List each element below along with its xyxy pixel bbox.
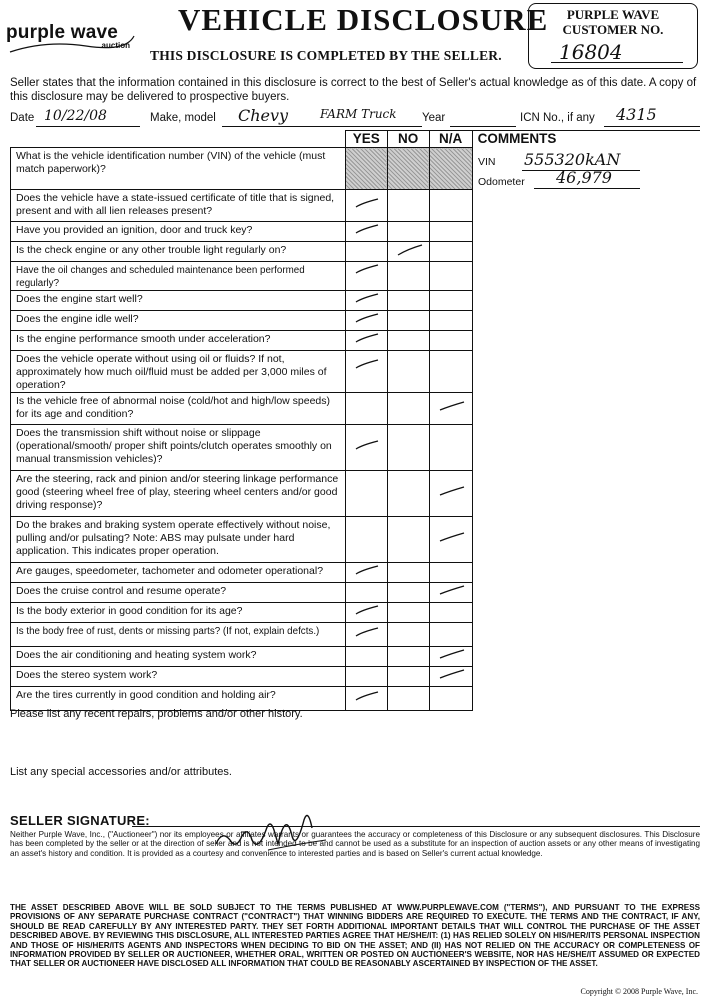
check-mark-icon	[348, 626, 388, 644]
question-row	[11, 311, 701, 331]
answer-cell-na[interactable]	[429, 687, 472, 711]
repairs-area[interactable]	[10, 725, 700, 765]
question-row	[11, 471, 701, 517]
question-row	[11, 262, 701, 291]
comment-cell[interactable]	[472, 647, 700, 667]
question-row	[11, 242, 701, 262]
comment-cell[interactable]	[472, 331, 700, 351]
header-yes: YES	[345, 131, 387, 148]
answer-cell-no[interactable]	[387, 667, 429, 687]
answer-cell-no[interactable]	[387, 311, 429, 331]
question-row	[11, 583, 701, 603]
customer-box-line1: PURPLE WAVE	[566, 7, 660, 22]
answer-cell-na	[429, 148, 472, 190]
question-text: Does the stereo system work?	[11, 667, 346, 687]
answer-cell-na[interactable]	[429, 471, 472, 517]
make-value[interactable]: Chevy	[238, 106, 289, 125]
answer-cell-no	[387, 148, 429, 190]
question-row	[11, 517, 701, 563]
vin-value[interactable]: 555320kAN	[524, 150, 621, 169]
check-mark-icon	[432, 485, 472, 503]
answer-cell-no[interactable]	[387, 471, 429, 517]
answer-cell-na[interactable]	[429, 667, 472, 687]
answer-cell-na[interactable]	[429, 393, 472, 425]
answer-cell-no[interactable]	[387, 351, 429, 393]
answer-cell-no[interactable]	[387, 242, 429, 262]
year-underline	[450, 126, 516, 127]
copyright-text: Copyright © 2008 Purple Wave, Inc.	[580, 987, 698, 996]
check-mark-icon	[348, 439, 388, 457]
header-blank	[11, 131, 346, 148]
repairs-label: Please list any recent repairs, problems and/or other history.	[10, 708, 303, 720]
answer-cell-yes[interactable]	[345, 242, 387, 262]
question-text: Is the check engine or any other trouble light regularly on?	[11, 242, 346, 262]
answer-cell-na[interactable]	[429, 311, 472, 331]
page-subtitle: THIS DISCLOSURE IS COMPLETED BY THE SELLER.	[150, 48, 502, 63]
check-mark-icon	[432, 648, 472, 666]
check-mark-icon	[432, 668, 472, 686]
answer-cell-yes[interactable]	[345, 262, 387, 291]
question-text: Is the vehicle free of abnormal noise (cold/hot and high/low speeds) for its age and condition?	[11, 393, 346, 425]
question-row	[11, 291, 701, 311]
answer-cell-no[interactable]	[387, 583, 429, 603]
icn-label: ICN No., if any	[520, 112, 595, 124]
answer-cell-yes[interactable]	[345, 311, 387, 331]
check-mark-icon	[348, 604, 388, 622]
question-text: What is the vehicle identification number (VIN) of the vehicle (must match paperwork)?	[11, 148, 346, 190]
comment-cell[interactable]	[472, 351, 700, 393]
page-title: VEHICLE DISCLOSURE	[178, 2, 549, 37]
answer-cell-yes[interactable]	[345, 291, 387, 311]
answer-cell-na[interactable]	[429, 222, 472, 242]
accessories-area[interactable]	[10, 782, 700, 810]
header-na: N/A	[429, 131, 472, 148]
answer-cell-no[interactable]	[387, 291, 429, 311]
question-text: Does the air conditioning and heating system work?	[11, 647, 346, 667]
answer-cell-na[interactable]	[429, 262, 472, 291]
answer-cell-yes[interactable]	[345, 222, 387, 242]
answer-cell-yes[interactable]	[345, 623, 387, 647]
question-text: Does the engine idle well?	[11, 311, 346, 331]
date-underline	[36, 126, 140, 127]
header-comments: COMMENTS	[472, 131, 700, 148]
odometer-label: Odometer	[478, 176, 525, 188]
check-mark-icon	[348, 358, 388, 376]
check-mark-icon	[348, 197, 388, 215]
question-row	[11, 393, 701, 425]
comment-cell[interactable]	[472, 687, 700, 711]
answer-cell-na[interactable]	[429, 190, 472, 222]
answer-cell-no[interactable]	[387, 687, 429, 711]
comment-cell[interactable]	[472, 471, 700, 517]
accessories-label: List any special accessories and/or attributes.	[10, 766, 232, 778]
question-text: Have the oil changes and scheduled maintenance been performed regularly?	[11, 262, 346, 291]
question-row	[11, 647, 701, 667]
logo-main-text: purple wave	[6, 22, 119, 43]
comment-cell[interactable]	[472, 517, 700, 563]
answer-cell-na[interactable]	[429, 351, 472, 393]
question-text: Have you provided an ignition, door and truck key?	[11, 222, 346, 242]
answer-cell-yes[interactable]	[345, 351, 387, 393]
question-row	[11, 563, 701, 583]
date-label: Date	[10, 112, 35, 124]
check-mark-icon	[432, 400, 472, 418]
make-model-underline	[222, 126, 422, 127]
odometer-underline	[534, 188, 640, 189]
table-header-row	[11, 131, 701, 148]
check-mark-icon	[348, 690, 388, 708]
answer-cell-no[interactable]	[387, 331, 429, 351]
answer-cell-na[interactable]	[429, 603, 472, 623]
question-text: Is the body exterior in good condition for its age?	[11, 603, 346, 623]
question-text: Does the cruise control and resume operate?	[11, 583, 346, 603]
question-row	[11, 190, 701, 222]
answer-cell-yes[interactable]	[345, 583, 387, 603]
comments-area	[472, 148, 700, 190]
question-text: Are the steering, rack and pinion and/or steering linkage performance good (steering wheel free of play, steering wheel centers and/or good driving response)?	[11, 471, 346, 517]
answer-cell-yes[interactable]	[345, 603, 387, 623]
answer-cell-no[interactable]	[387, 563, 429, 583]
check-mark-icon	[348, 332, 388, 350]
question-text: Does the vehicle operate without using oil or fluids? If not, approximately how much oil/fluid must be added per 3,000 miles of operation?	[11, 351, 346, 393]
answer-cell-yes[interactable]	[345, 667, 387, 687]
comment-cell[interactable]	[472, 425, 700, 471]
check-mark-icon	[348, 312, 388, 330]
answer-cell-na[interactable]	[429, 517, 472, 563]
answer-cell-na[interactable]	[429, 583, 472, 603]
model-value[interactable]: FARM Truck	[320, 107, 397, 121]
check-mark-icon	[348, 292, 388, 310]
comment-cell[interactable]	[472, 262, 700, 291]
question-text: Is the body free of rust, dents or missing parts? (If not, explain defcts.)	[11, 623, 346, 647]
answer-cell-na[interactable]	[429, 242, 472, 262]
odometer-value[interactable]: 46,979	[556, 168, 612, 187]
header-no: NO	[387, 131, 429, 148]
comment-cell[interactable]	[472, 242, 700, 262]
check-mark-icon	[390, 243, 430, 261]
answer-cell-no[interactable]	[387, 190, 429, 222]
year-label: Year	[422, 112, 446, 124]
comment-cell[interactable]	[472, 667, 700, 687]
answer-cell-na[interactable]	[429, 291, 472, 311]
question-text: Is the engine performance smooth under acceleration?	[11, 331, 346, 351]
answer-cell-na[interactable]	[429, 623, 472, 647]
seller-statement: Seller states that the information contained in this disclosure is correct to the best of Seller's actual knowledge as of this date. A copy of this disclosure may be delivered to prospective buyers.	[10, 77, 697, 103]
question-text: Does the engine start well?	[11, 291, 346, 311]
answer-cell-yes[interactable]	[345, 563, 387, 583]
comment-cell[interactable]	[472, 603, 700, 623]
answer-cell-yes[interactable]	[345, 687, 387, 711]
customer-box-line2: CUSTOMER NO.	[562, 22, 664, 37]
question-row	[11, 425, 701, 471]
answer-cell-no[interactable]	[387, 647, 429, 667]
check-mark-icon	[348, 223, 388, 241]
purple-wave-logo	[6, 22, 136, 50]
terms-text: THE ASSET DESCRIBED ABOVE WILL BE SOLD SUBJECT TO THE TERMS PUBLISHED AT WWW.PURPLEWAVE.COM ("TERMS"), AND PURSUANT TO THE EXPRESS PROVISIONS OF ANY SEPARATE PURCHASE CONTRACT ("CONTRACT") THAT WINNING BIDDERS ARE REQUIRED TO EXECUTE. THE TERMS AND THE CONTRACT, IF ANY, SHOULD BE READ CAREFULLY BY ANY INTERESTED PARTY. THEY SET FORTH ADDITIONAL IMPORTANT DETAILS THAT WILL CONTROL THE PURCHASE OF THE ASSET DESCRIBED ABOVE. BY REVIEWING THIS DISCLOSURE, ALL INTERESTED PARTIES AGREE THAT HE/SHE/IT: (1) HAS RELIED SOLELY ON HIS/HER/ITS PERSONAL INSPECTION AND THOSE OF HIS/HER/ITS AGENTS AND INSPECTORS WHEN DECIDING TO BID ON THE ASSET; AND (II) HAS NOT RELIED ON THE ACCURACY OR COMPLETENESS OF INFORMATION PROVIDED BY SELLER OR AUCTIONEER, WHETHER ORAL, WRITTEN OR POSTED ON AUCTIONEER'S WEBSITE, NOR HAS HE/SHE/IT ASSUMED OR EXPECTED THAT SELLER OR AUCTIONEER HAVE DISCLOSED ALL INFORMATION THAT COULD BE REASONABLY ASCERTAINED BY INSPECTION OF THE ASSET.	[10, 903, 700, 969]
answer-cell-no[interactable]	[387, 222, 429, 242]
vin-label: VIN	[478, 156, 496, 168]
check-mark-icon	[348, 564, 388, 582]
comment-cell[interactable]	[472, 623, 700, 647]
questions-body	[11, 148, 701, 711]
vehicle-info-line	[10, 105, 700, 130]
check-mark-icon	[432, 584, 472, 602]
answer-cell-na[interactable]	[429, 425, 472, 471]
seller-signature-label: SELLER SIGNATURE:	[10, 813, 150, 828]
question-row	[11, 623, 701, 647]
question-text: Does the vehicle have a state-issued certificate of title that is signed, present and with all lien releases present?	[11, 190, 346, 222]
disclosure-table	[10, 130, 700, 711]
answer-cell-yes[interactable]	[345, 331, 387, 351]
comment-cell[interactable]	[472, 311, 700, 331]
comment-cell[interactable]	[472, 583, 700, 603]
question-text: Does the transmission shift without noise or slippage (operational/smooth/ proper shift points/clutch operates smoothly on manual transmission vehicles)?	[11, 425, 346, 471]
question-row	[11, 603, 701, 623]
question-row	[11, 667, 701, 687]
make-model-label: Make, model	[150, 112, 216, 124]
question-text: Are gauges, speedometer, tachometer and odometer operational?	[11, 563, 346, 583]
answer-cell-yes[interactable]	[345, 517, 387, 563]
check-mark-icon	[432, 531, 472, 549]
icn-underline	[604, 126, 700, 127]
date-value[interactable]: 10/22/08	[44, 108, 107, 124]
answer-cell-no[interactable]	[387, 623, 429, 647]
customer-number-underline	[551, 62, 683, 63]
answer-cell-yes[interactable]	[345, 425, 387, 471]
check-mark-icon	[348, 263, 388, 281]
question-row	[11, 222, 701, 242]
question-row	[11, 331, 701, 351]
answer-cell-yes[interactable]	[345, 471, 387, 517]
answer-cell-no[interactable]	[387, 603, 429, 623]
answer-cell-no[interactable]	[387, 517, 429, 563]
answer-cell-yes[interactable]	[345, 647, 387, 667]
comment-cell[interactable]	[472, 563, 700, 583]
answer-cell-no[interactable]	[387, 425, 429, 471]
question-text: Do the brakes and braking system operate effectively without noise, pulling and/or pulsating? Note: ABS may pulsate under hard application. This indicates proper operation.	[11, 517, 346, 563]
answer-cell-na[interactable]	[429, 563, 472, 583]
customer-number-box	[528, 3, 698, 69]
answer-cell-no[interactable]	[387, 262, 429, 291]
answer-cell-na[interactable]	[429, 331, 472, 351]
question-row	[11, 687, 701, 711]
answer-cell-yes	[345, 148, 387, 190]
answer-cell-yes[interactable]	[345, 190, 387, 222]
disclaimer-text: Neither Purple Wave, Inc., ("Auctioneer") nor its employees or affiliates warrants or guarantees the accuracy or completeness of this Disclosure or any subsequent disclosures. This Disclosure has been completed by the seller or at the direction of seller and is not intended to be and cannot be used as a substitute for an inspection of auction assets or any other means of investigating an asset's history and condition. It is provided as a courtesy and convenience to interested parties and is based on Seller's current actual knowledge.	[10, 830, 700, 858]
comment-cell[interactable]	[472, 393, 700, 425]
customer-number-value[interactable]: 16804	[559, 40, 623, 64]
comment-cell[interactable]	[472, 190, 700, 222]
answer-cell-na[interactable]	[429, 647, 472, 667]
logo-sub-text: auction	[101, 41, 130, 50]
comment-cell[interactable]	[472, 222, 700, 242]
answer-cell-yes[interactable]	[345, 393, 387, 425]
question-text: Are the tires currently in good condition and holding air?	[11, 687, 346, 711]
answer-cell-no[interactable]	[387, 393, 429, 425]
icn-value[interactable]: 4315	[616, 105, 657, 124]
comment-cell[interactable]	[472, 291, 700, 311]
question-row	[11, 351, 701, 393]
